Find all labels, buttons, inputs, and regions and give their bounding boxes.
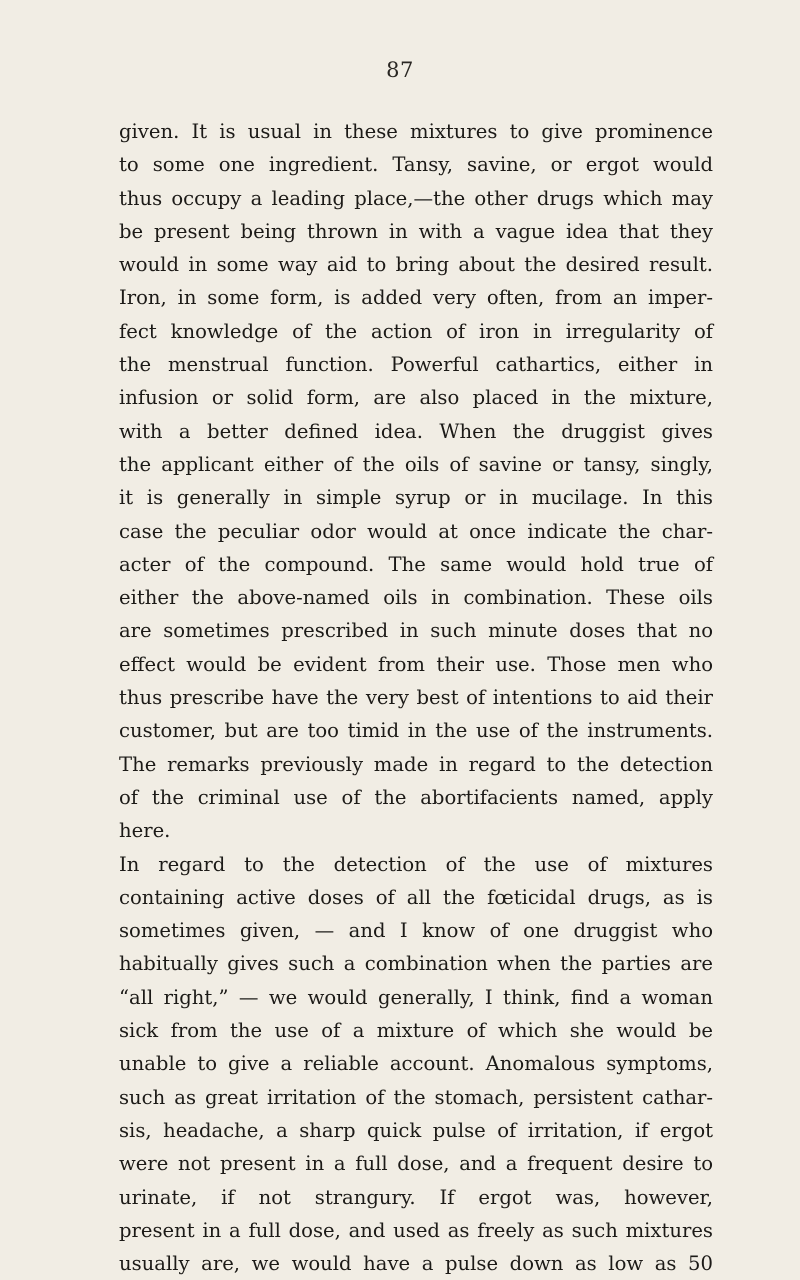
text-line: infusion or solid form, are also placed in the mixture, bbox=[119, 386, 713, 410]
text-line: to some one ingredient. Tansy, savine, or ergot would bbox=[119, 153, 713, 177]
text-line: “all right,” — we would generally, I think, find a woman bbox=[119, 985, 713, 1009]
text-line: were not present in a full dose, and a frequent desire to bbox=[119, 1152, 713, 1176]
text-line: effect would be evident from their use. Those men who bbox=[119, 652, 713, 676]
text-line: thus prescribe have the very best of intentions to aid their bbox=[119, 686, 713, 710]
text-line: sick from the use of a mixture of which she would be bbox=[119, 1019, 713, 1043]
text-line: habitually gives such a combination when the parties are bbox=[119, 952, 713, 976]
text-line: it is generally in simple syrup or in mucilage. In this bbox=[119, 486, 713, 510]
text-line: The remarks previously made in regard to the detection bbox=[119, 752, 713, 776]
text-line: In regard to the detection of the use of mixtures bbox=[119, 852, 713, 876]
body-text bbox=[119, 115, 713, 1280]
text-line: with a better defined idea. When the druggist gives bbox=[119, 419, 713, 443]
text-line: containing active doses of all the fœticidal drugs, as is bbox=[119, 885, 713, 909]
text-line: usually are, we would have a pulse down as low as 50 bbox=[119, 1252, 713, 1276]
page-number: 87 bbox=[386, 58, 414, 82]
text-line: sis, headache, a sharp quick pulse of irritation, if ergot bbox=[119, 1118, 713, 1142]
text-line: Iron, in some form, is added very often, from an imper- bbox=[119, 286, 713, 310]
text-line: the menstrual function. Powerful cathartics, either in bbox=[119, 353, 713, 377]
text-line: are sometimes prescribed in such minute doses that no bbox=[119, 619, 713, 643]
text-line: customer, but are too timid in the use of the instruments. bbox=[119, 719, 713, 743]
text-line: such as great irritation of the stomach, persistent cathar- bbox=[119, 1085, 713, 1109]
text-line: be present being thrown in with a vague idea that they bbox=[119, 219, 713, 243]
text-line: case the peculiar odor would at once indicate the char- bbox=[119, 519, 713, 543]
text-line: unable to give a reliable account. Anomalous symptoms, bbox=[119, 1052, 713, 1076]
text-line: urinate, if not strangury. If ergot was, however, bbox=[119, 1185, 713, 1209]
text-line: of the criminal use of the abortifacients named, apply bbox=[119, 785, 713, 809]
text-line: sometimes given, — and I know of one druggist who bbox=[119, 919, 713, 943]
text-line: fect knowledge of the action of iron in irregularity of bbox=[119, 319, 713, 343]
text-line: would in some way aid to bring about the desired result. bbox=[119, 253, 713, 277]
text-line: given. It is usual in these mixtures to give prominence bbox=[119, 120, 713, 143]
text-line: the applicant either of the oils of savine or tansy, singly, bbox=[119, 452, 713, 476]
text-line: present in a full dose, and used as freely as such mixtures bbox=[119, 1218, 713, 1242]
text-line: thus occupy a leading place,—the other drugs which may bbox=[119, 186, 713, 210]
text-line: acter of the compound. The same would hold true of bbox=[119, 552, 713, 576]
paragraph-end-line: here. bbox=[119, 819, 171, 843]
text-line: either the above-named oils in combination. These oils bbox=[119, 586, 713, 610]
